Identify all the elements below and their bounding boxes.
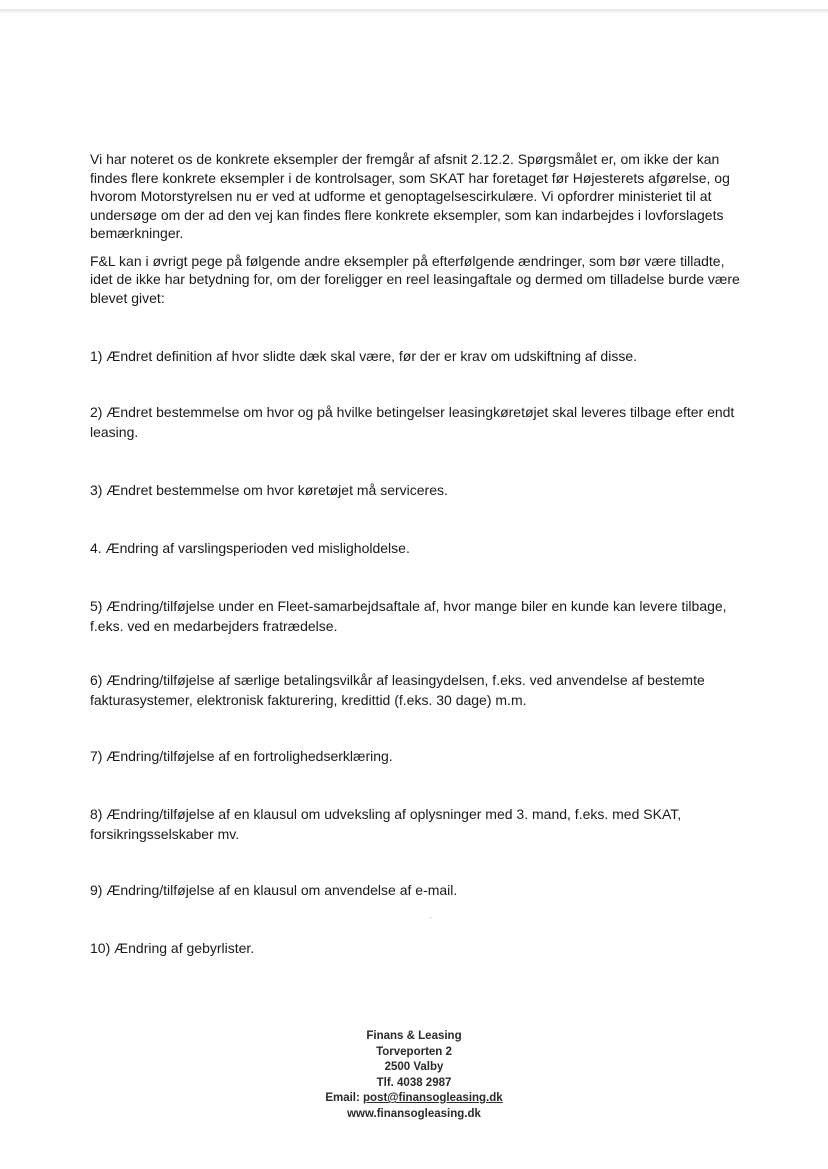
footer-street: Torveporten 2 (376, 1045, 452, 1058)
footer-website[interactable]: www.finansogleasing.dk (347, 1107, 481, 1120)
paragraph-other-examples: F&L kan i øvrigt pege på følgende andre eksempler på efterfølgende ændringer, som bør være tilladte, idet de ikke har betydning for, om der foreligger en reel leasingaftale og dermed om tilladelse burde være blevet givet: (90, 252, 740, 306)
list-item: 7) Ændring/tilføjelse af en fortrolighedserklæring. (90, 748, 393, 764)
list-item: 5) Ændring/tilføjelse under en Fleet-samarbejdsaftale af, hvor mange biler en kunde kan levere tilbage, f.eks. ved en medarbejders fratrædelse. (90, 598, 727, 634)
intro-section (90, 150, 740, 316)
letterhead-footer (0, 1029, 828, 1122)
list-item: 4. Ændring af varslingsperioden ved misligholdelse. (90, 540, 410, 556)
list-item: 3) Ændret bestemmelse om hvor køretøjet må serviceres. (90, 482, 448, 498)
scan-edge (0, 9, 828, 14)
footer-email-label: Email: (325, 1092, 360, 1104)
footer-phone: Tlf. 4038 2987 (376, 1076, 452, 1089)
list-item: 8) Ændring/tilføjelse af en klausul om udveksling af oplysninger med 3. mand, f.eks. med SKAT, forsikringsselskaber mv. (90, 806, 682, 842)
list-item: 2) Ændret bestemmelse om hvor og på hvilke betingelser leasingkøretøjet skal leveres tilbage efter endt leasing. (90, 404, 735, 440)
footer-org: Finans & Leasing (366, 1030, 462, 1042)
footer-email-line (0, 1091, 828, 1107)
footer-email-link[interactable]: post@finansogleasing.dk (363, 1092, 503, 1104)
list-item: 1) Ændret definition af hvor slidte dæk skal være, før der er krav om udskiftning af disse. (90, 348, 638, 364)
scan-speck (430, 917, 431, 918)
list-item: 9) Ændring/tilføjelse af en klausul om anvendelse af e-mail. (90, 882, 458, 898)
paragraph-examples: Vi har noteret os de konkrete eksempler der fremgår af afsnit 2.12.2. Spørgsmålet er, om ikke der kan findes flere konkrete eksempler i de kontrolsager, som SKAT har foretaget før Højesterets afgørelse, og hvorom Motorstyrelsen nu er ved at udforme et genoptagelsescirkulære. Vi opfordrer ministeriet til at undersøge om der ad den vej kan findes flere konkrete eksempler, som kan indarbejdes i lovforslagets bemærkninger. (90, 151, 730, 241)
list-item: 6) Ændring/tilføjelse af særlige betalingsvilkår af leasingydelsen, f.eks. ved anvendelse af bestemte fakturasystemer, elektronisk fakturering, kredittid (f.eks. 30 dage) m.m. (90, 672, 705, 708)
footer-city: 2500 Valby (384, 1061, 444, 1073)
list-item: 10) Ændring af gebyrlister. (90, 940, 255, 956)
